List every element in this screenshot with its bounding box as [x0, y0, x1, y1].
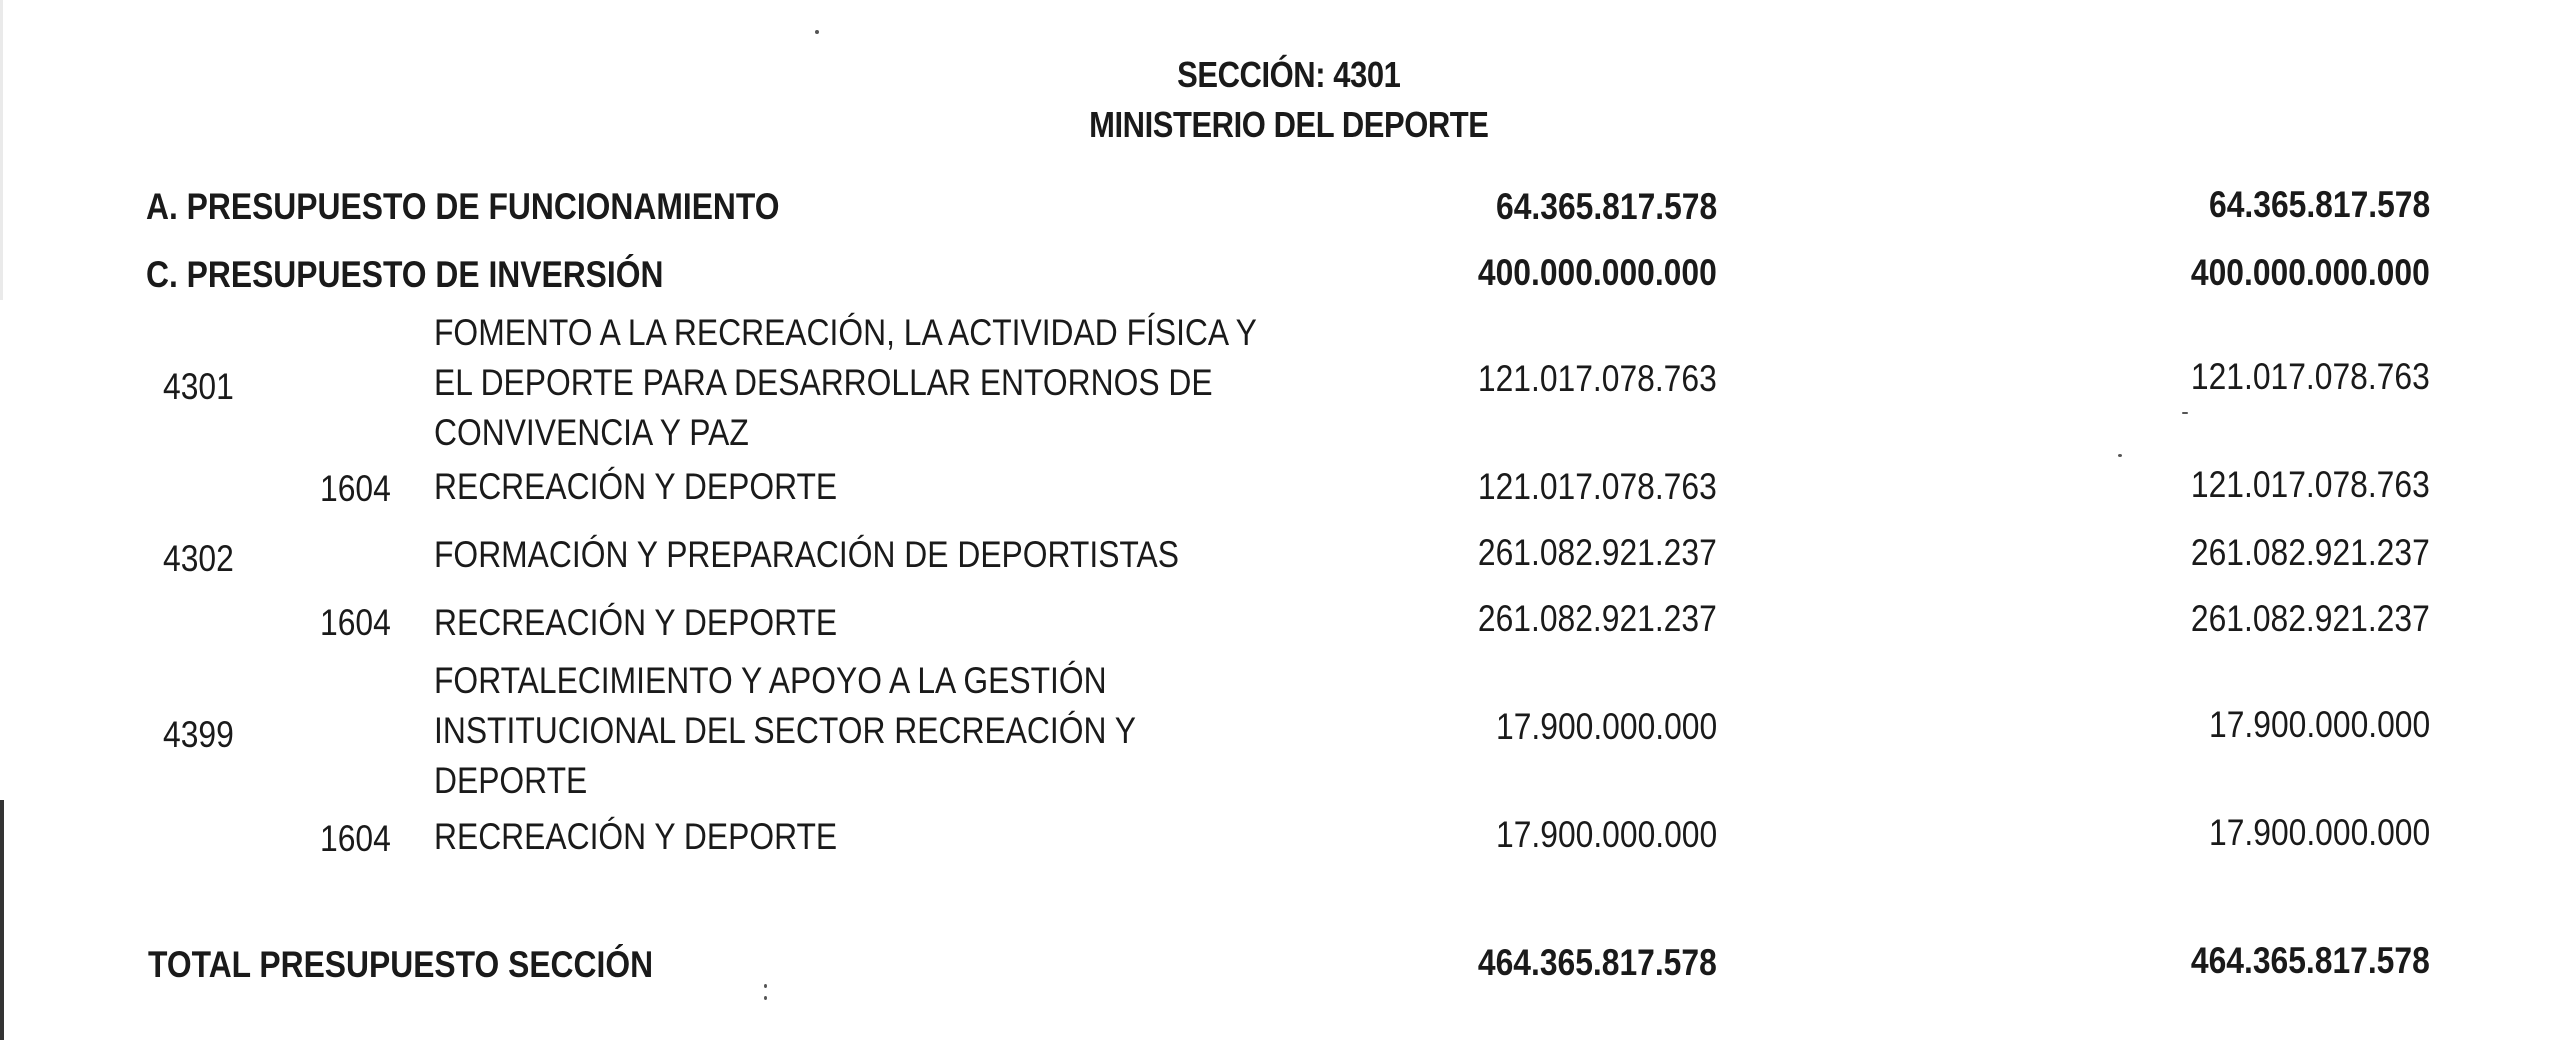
description-line: INSTITUCIONAL DEL SECTOR RECREACIÓN Y	[434, 710, 1136, 751]
inversion-label: C. PRESUPUESTO DE INVERSIÓN	[146, 254, 664, 295]
subprogram-code: 1604	[320, 602, 391, 643]
subprogram-value-1: 261.082.921.237	[1478, 598, 1717, 639]
scan-speck	[764, 996, 767, 1000]
program-value-2: 121.017.078.763	[2191, 356, 2430, 397]
subprogram-code: 1604	[320, 468, 391, 509]
description-line: FORTALECIMIENTO Y APOYO A LA GESTIÓN	[434, 660, 1107, 701]
subprogram-value-2: 121.017.078.763	[2191, 464, 2430, 505]
inversion-value-1: 400.000.000.000	[1478, 252, 1717, 293]
total-label: TOTAL PRESUPUESTO SECCIÓN	[148, 944, 654, 985]
program-value-1: 121.017.078.763	[1478, 358, 1717, 399]
program-value-2: 261.082.921.237	[2191, 532, 2430, 573]
inversion-value-2: 400.000.000.000	[2191, 252, 2430, 293]
subprogram-value-1: 17.900.000.000	[1495, 814, 1717, 855]
scan-speck	[815, 30, 819, 34]
program-description	[434, 656, 1136, 806]
funcionamiento-value-2: 64.365.817.578	[2208, 184, 2430, 225]
description-line: CONVIVENCIA Y PAZ	[434, 412, 749, 453]
description-line: EL DEPORTE PARA DESARROLLAR ENTORNOS DE	[434, 362, 1213, 403]
program-value-2: 17.900.000.000	[2208, 704, 2430, 745]
scan-edge	[0, 0, 3, 300]
program-code: 4301	[163, 366, 234, 407]
description-line: DEPORTE	[434, 760, 588, 801]
program-code: 4302	[163, 538, 234, 579]
program-code: 4399	[163, 714, 234, 755]
subprogram-value-2: 261.082.921.237	[2191, 598, 2430, 639]
scan-speck	[2182, 412, 2188, 414]
funcionamiento-label: A. PRESUPUESTO DE FUNCIONAMIENTO	[146, 186, 780, 227]
scan-speck	[2118, 454, 2122, 457]
funcionamiento-value-1: 64.365.817.578	[1495, 186, 1717, 227]
subprogram-description: RECREACIÓN Y DEPORTE	[434, 816, 838, 857]
program-description: FORMACIÓN Y PREPARACIÓN DE DEPORTISTAS	[434, 534, 1179, 575]
program-description	[434, 308, 1257, 458]
subprogram-code: 1604	[320, 818, 391, 859]
total-value-1: 464.365.817.578	[1478, 942, 1717, 983]
program-value-1: 17.900.000.000	[1495, 706, 1717, 747]
subprogram-description: RECREACIÓN Y DEPORTE	[434, 602, 838, 643]
program-value-1: 261.082.921.237	[1478, 532, 1717, 573]
section-heading: SECCIÓN: 4301	[1177, 54, 1401, 95]
ministry-heading: MINISTERIO DEL DEPORTE	[1089, 104, 1489, 145]
description-line: FOMENTO A LA RECREACIÓN, LA ACTIVIDAD FÍSICA Y	[434, 312, 1257, 353]
scan-edge	[0, 800, 4, 1040]
scan-speck	[764, 984, 767, 988]
subprogram-value-1: 121.017.078.763	[1478, 466, 1717, 507]
subprogram-description: RECREACIÓN Y DEPORTE	[434, 466, 838, 507]
total-value-2: 464.365.817.578	[2191, 940, 2430, 981]
subprogram-value-2: 17.900.000.000	[2208, 812, 2430, 853]
